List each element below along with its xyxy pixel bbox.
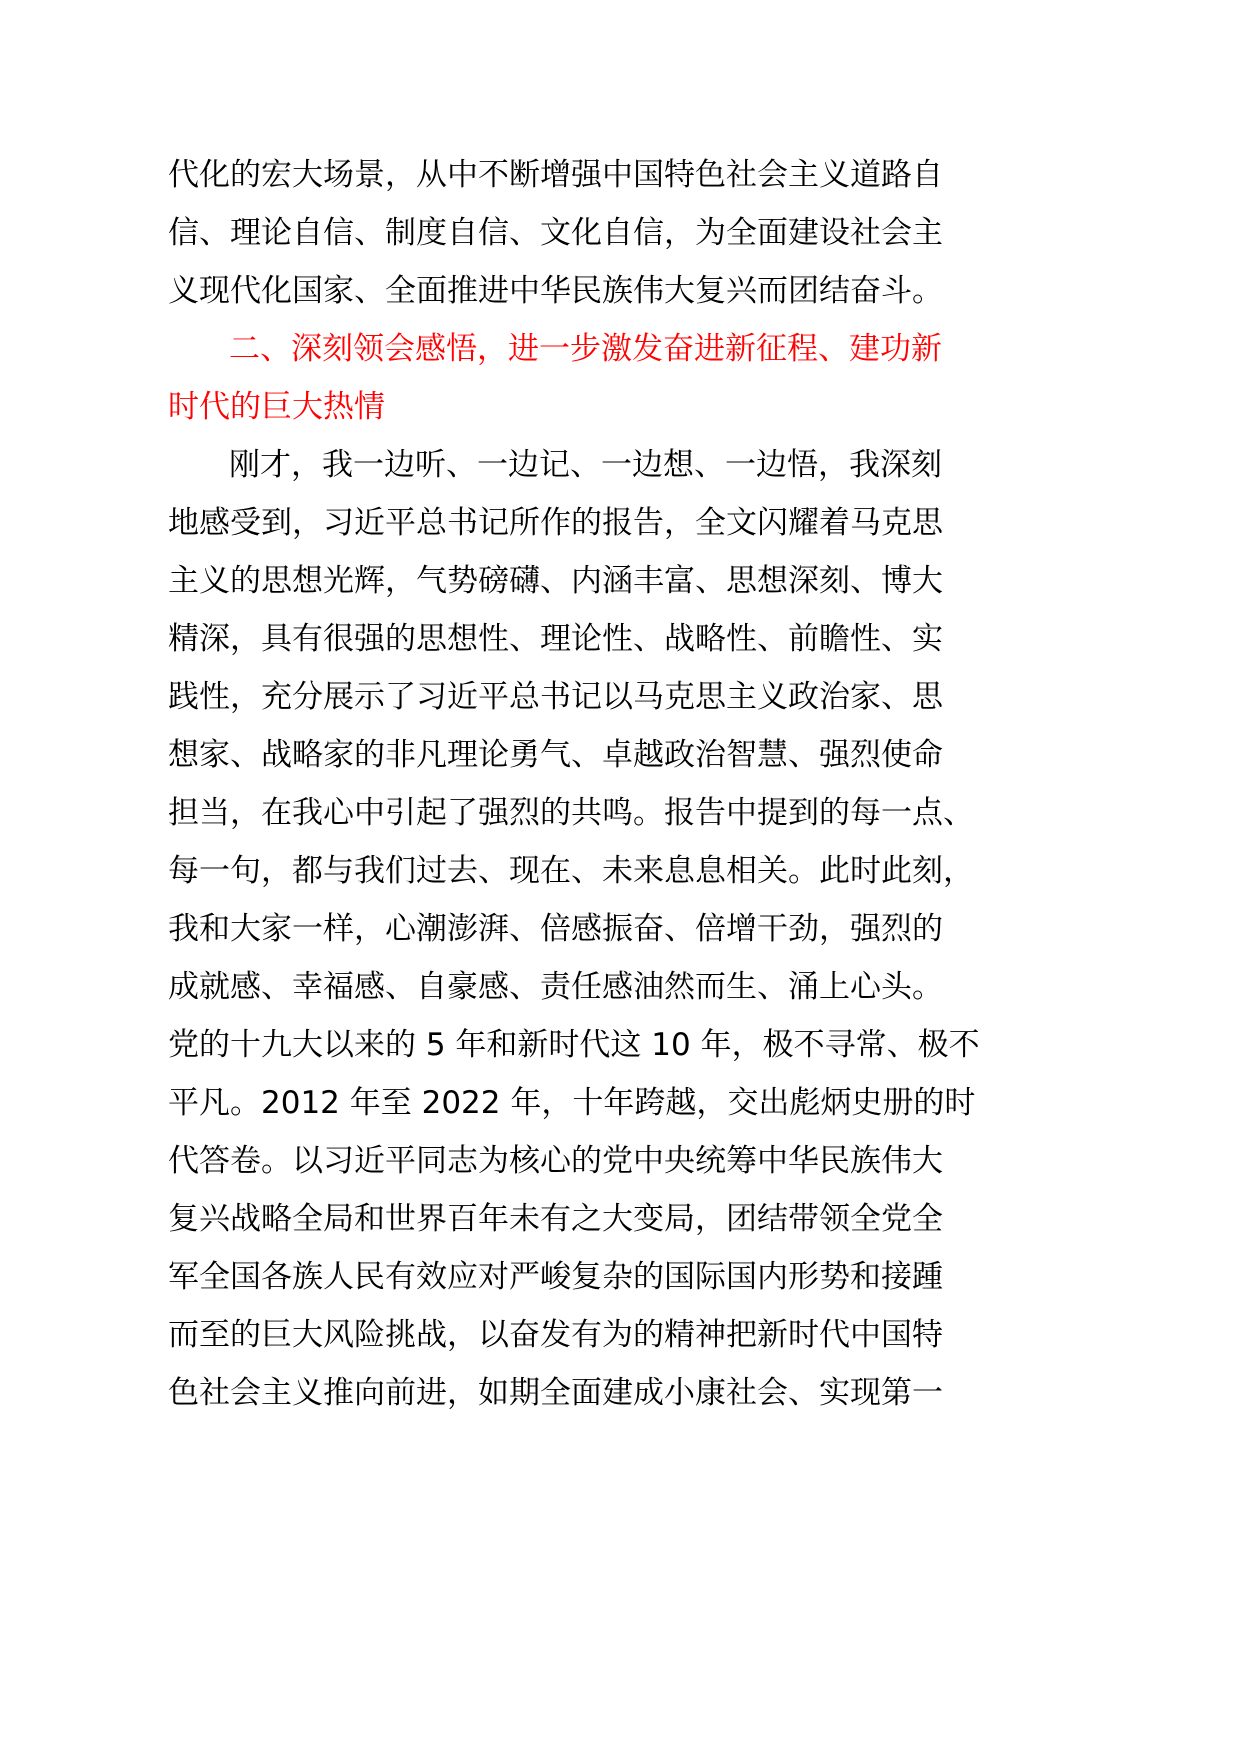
body-text-line: 践性，充分展示了习近平总书记以马克思主义政治家、思 <box>168 679 943 715</box>
section-heading-line: 二、深刻领会感悟，进一步激发奋进新征程、建功新 <box>229 331 942 367</box>
body-text-line: 我和大家一样，心潮澎湃、倍感振奋、倍增干劲，强烈的 <box>168 911 943 947</box>
section-heading-line: 时代的巨大热情 <box>168 389 385 425</box>
body-text-line: 精深，具有很强的思想性、理论性、战略性、前瞻性、实 <box>168 621 943 657</box>
body-text-line: 复兴战略全局和世界百年未有之大变局，团结带领全党全 <box>168 1201 943 1237</box>
body-text-line: 地感受到，习近平总书记所作的报告，全文闪耀着马克思 <box>168 505 943 541</box>
body-text-line: 刚才，我一边听、一边记、一边想、一边悟，我深刻 <box>229 447 942 483</box>
body-text-line: 而至的巨大风险挑战，以奋发有为的精神把新时代中国特 <box>168 1317 943 1353</box>
body-text-line: 义现代化国家、全面推进中华民族伟大复兴而团结奋斗。 <box>168 273 943 309</box>
body-text-line: 每一句，都与我们过去、现在、未来息息相关。此时此刻， <box>168 853 974 889</box>
body-text-line: 想家、战略家的非凡理论勇气、卓越政治智慧、强烈使命 <box>168 737 943 773</box>
body-text-line: 平凡。2012 年至 2022 年，十年跨越，交出彪炳史册的时 <box>168 1085 976 1121</box>
body-text-line: 代答卷。以习近平同志为核心的党中央统筹中华民族伟大 <box>168 1143 943 1179</box>
body-text-line: 色社会主义推向前进，如期全面建成小康社会、实现第一 <box>168 1375 943 1411</box>
body-text-line: 代化的宏大场景，从中不断增强中国特色社会主义道路自 <box>168 157 943 193</box>
body-text-line: 成就感、幸福感、自豪感、责任感油然而生、涌上心头。 <box>168 969 943 1005</box>
body-text-line: 担当，在我心中引起了强烈的共鸣。报告中提到的每一点、 <box>168 795 974 831</box>
body-text-line: 军全国各族人民有效应对严峻复杂的国际国内形势和接踵 <box>168 1259 943 1295</box>
body-text-line: 党的十九大以来的 5 年和新时代这 10 年，极不寻常、极不 <box>168 1027 980 1063</box>
body-text-line: 主义的思想光辉，气势磅礴、内涵丰富、思想深刻、博大 <box>168 563 943 599</box>
body-text-line: 信、理论自信、制度自信、文化自信，为全面建设社会主 <box>168 215 943 251</box>
